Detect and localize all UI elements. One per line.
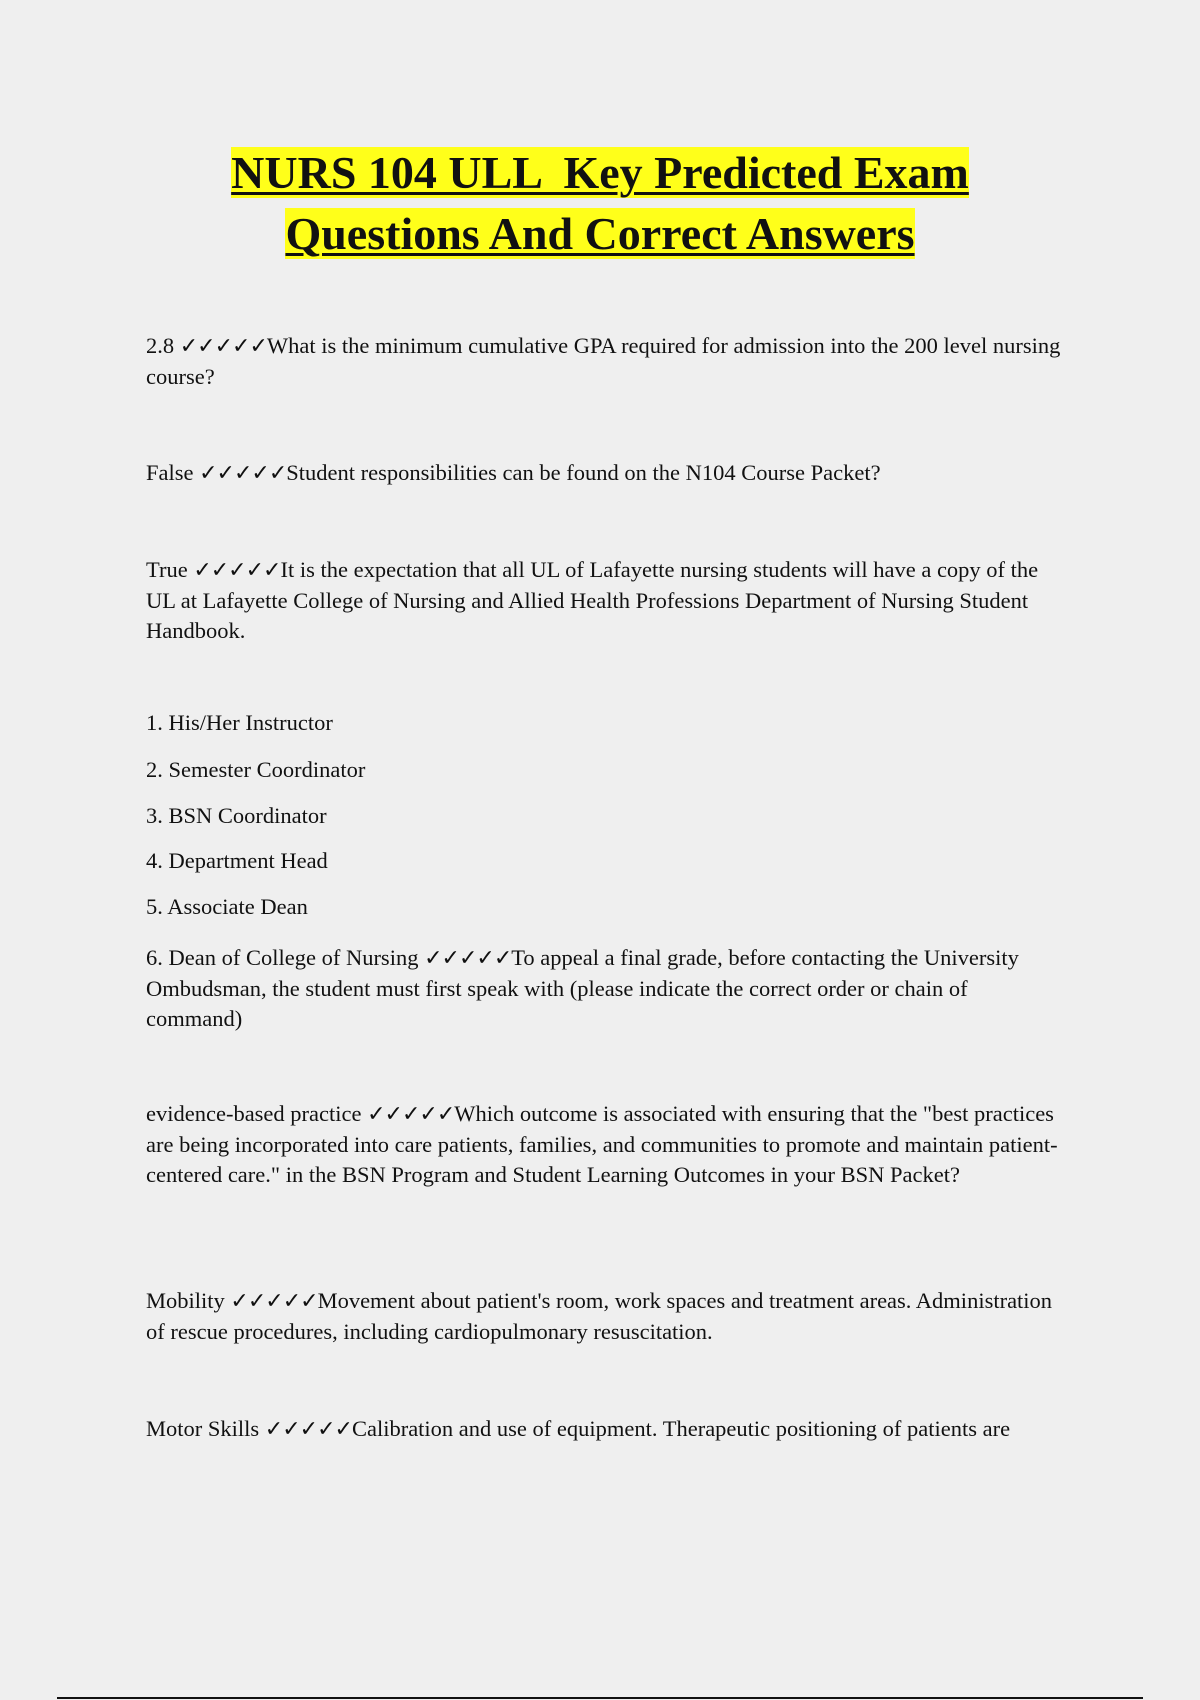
- chain-list-item: 2. Semester Coordinator: [146, 757, 366, 782]
- qa-question: Calibration and use of equipment. Therapeutic positioning of patients are: [351, 1416, 1011, 1441]
- footer-divider: [57, 1697, 1143, 1699]
- qa-answer: 2.8: [146, 333, 180, 358]
- chain-list-item: 5. Associate Dean: [146, 894, 308, 919]
- qa-entry-grade-appeal: [146, 943, 1066, 1034]
- qa-entry-responsibilities: [146, 458, 1066, 489]
- check-marks-icon: ✓✓✓✓✓: [179, 334, 267, 359]
- qa-entry-evidence-based: [146, 1099, 1066, 1190]
- check-marks-icon: ✓✓✓✓✓: [199, 461, 287, 486]
- check-marks-icon: ✓✓✓✓✓: [264, 1417, 352, 1442]
- title-line-2: [0, 203, 1200, 264]
- qa-entry-mobility: [146, 1286, 1066, 1347]
- check-marks-icon: ✓✓✓✓✓: [367, 1102, 455, 1127]
- qa-question: Which outcome is associated with ensuring that the "best practices are being incorporated into care patients, families, and communities to promote and maintain patient-centered care." in the BSN Program and Student Learning Outcomes in your BSN Packet?: [146, 1101, 1058, 1187]
- qa-question: Movement about patient's room, work spaces and treatment areas. Administration of rescue procedures, including cardiopulmonary resuscitation.: [146, 1288, 1053, 1344]
- qa-answer: 6. Dean of College of Nursing: [146, 945, 425, 970]
- qa-answer: Motor Skills: [146, 1416, 265, 1441]
- qa-answer: evidence-based practice: [146, 1101, 368, 1126]
- qa-entry-motor-skills: [146, 1414, 1066, 1445]
- qa-answer: True: [146, 557, 194, 582]
- qa-question: To appeal a final grade, before contacting the University Ombudsman, the student must first speak with (please indicate the correct order or chain of command): [146, 945, 1019, 1031]
- title-line-2-text: Questions And Correct Answers: [285, 208, 915, 259]
- qa-answer: False: [146, 460, 200, 485]
- chain-list-item: 3. BSN Coordinator: [146, 803, 327, 828]
- title-line-1: [0, 142, 1200, 203]
- check-marks-icon: ✓✓✓✓✓: [424, 946, 512, 971]
- title-line-1-text: NURS 104 ULL Key Predicted Exam: [231, 147, 969, 198]
- qa-question: Student responsibilities can be found on the N104 Course Packet?: [286, 460, 881, 485]
- check-marks-icon: ✓✓✓✓✓: [230, 1289, 318, 1314]
- qa-answer: Mobility: [146, 1288, 231, 1313]
- document-title: [0, 142, 1200, 264]
- qa-entry-handbook: [146, 555, 1066, 646]
- check-marks-icon: ✓✓✓✓✓: [193, 558, 281, 583]
- qa-question: It is the expectation that all UL of Lafayette nursing students will have a copy of the UL at Lafayette College of Nursing and Allied Health Professions Department of Nursing Student Handbook.: [146, 557, 1039, 643]
- chain-list-item: 4. Department Head: [146, 848, 328, 873]
- chain-list-item: 1. His/Her Instructor: [146, 710, 333, 735]
- qa-question: What is the minimum cumulative GPA required for admission into the 200 level nursing course?: [146, 333, 1061, 389]
- qa-entry-gpa: [146, 331, 1066, 392]
